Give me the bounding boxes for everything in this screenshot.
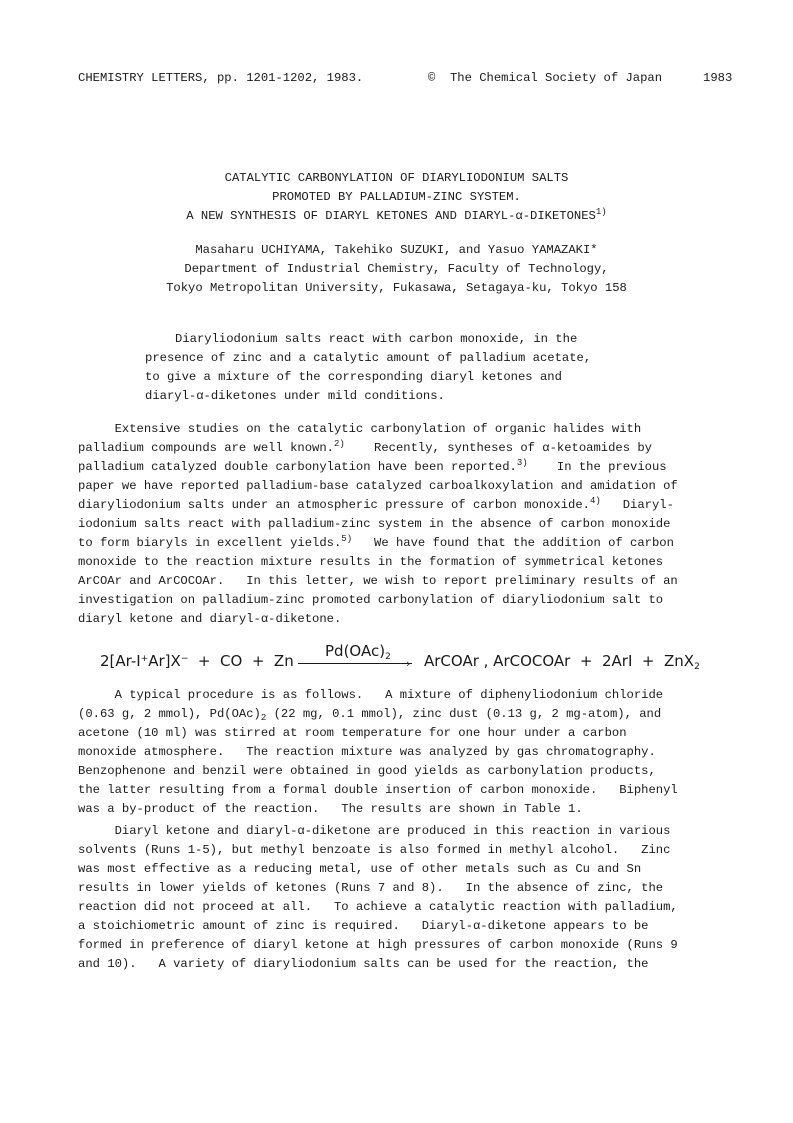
abstract-line: presence of zinc and a catalytic amount of palladium acetate, <box>145 351 592 365</box>
body-text: In the previous <box>527 460 667 474</box>
equation-term: Pd(OAc) <box>325 642 386 660</box>
equation-term: Ar]X <box>148 652 181 670</box>
body-line <box>78 496 674 515</box>
reference-mark: 2) <box>333 439 345 449</box>
body-line: iodonium salts react with palladium-zinc system in the absence of carbon monoxide <box>78 517 671 531</box>
body-line: Benzophenone and benzil were obtained in good yields as carbonylation products, <box>78 764 656 778</box>
body-line: monoxide atmosphere. The reaction mixture was analyzed by gas chromatography. <box>78 745 656 759</box>
body-line: results in lower yields of ketones (Runs 7 and 8). In the absence of zinc, the <box>78 881 664 895</box>
title-line-3-text: A NEW SYNTHESIS OF DIARYL KETONES AND DIARYL-α-DIKETONES <box>186 209 596 223</box>
body-line: was a by-product of the reaction. The results are shown in Table 1. <box>78 802 583 816</box>
body-text: We have found that the addition of carbon <box>352 536 674 550</box>
body-line: and 10). A variety of diaryliodonium salts can be used for the reaction, the <box>78 957 649 971</box>
body-line: reaction did not proceed at all. To achieve a catalytic reaction with palladium, <box>78 900 678 914</box>
body-line: a stoichiometric amount of zinc is required. Diaryl-α-diketone appears to be <box>78 919 649 933</box>
abstract-line: to give a mixture of the corresponding diaryl ketones and <box>145 370 562 384</box>
author-names: Masaharu UCHIYAMA, Takehiko SUZUKI, and Yasuo YAMAZAKI* <box>195 243 598 257</box>
equation-charge: + <box>140 654 149 664</box>
equation-term: ArCOAr , ArCOCOAr + 2ArI + ZnX <box>424 652 695 670</box>
arrow-head-icon: › <box>406 657 411 670</box>
body-text: (0.63 g, 2 mmol), Pd(OAc) <box>78 707 261 721</box>
reaction-arrow <box>298 663 412 664</box>
reference-mark: 3) <box>516 458 528 468</box>
body-text: (22 mg, 0.1 mmol), zinc dust (0.13 g, 2 mg-atom), and <box>266 707 662 721</box>
body-line <box>78 534 674 553</box>
body-line: ArCOAr and ArCOCOAr. In this letter, we wish to report preliminary results of an <box>78 574 678 588</box>
body-text: palladium compounds are well known. <box>78 441 334 455</box>
body-line: solvents (Runs 1-5), but methyl benzoate is also formed in methyl alcohol. Zinc <box>78 843 671 857</box>
copyright-notice: © The Chemical Society of Japan <box>428 71 663 85</box>
reference-mark: 5) <box>341 534 353 544</box>
title-line-1: CATALYTIC CARBONYLATION OF DIARYLIODONIUM SALTS <box>224 171 569 185</box>
title-line-3 <box>0 207 793 226</box>
body-line: the latter resulting from a formal double insertion of carbon monoxide. Biphenyl <box>78 783 678 797</box>
journal-citation: CHEMISTRY LETTERS, pp. 1201-1202, 1983. <box>78 71 364 85</box>
title-line-2: PROMOTED BY PALLADIUM-ZINC SYSTEM. <box>272 190 521 204</box>
page-year: 1983 <box>703 71 733 85</box>
body-line: investigation on palladium-zinc promoted carbonylation of diaryliodonium salt to <box>78 593 664 607</box>
affiliation-line-1: Department of Industrial Chemistry, Faculty of Technology, <box>184 262 609 276</box>
affiliation-line-2: Tokyo Metropolitan University, Fukasawa, Setagaya-ku, Tokyo 158 <box>166 281 627 295</box>
body-line: was most effective as a reducing metal, use of other metals such as Cu and Sn <box>78 862 642 876</box>
body-line: monoxide to the reaction mixture results in the formation of symmetrical ketones <box>78 555 664 569</box>
equation-charge: − <box>180 654 189 664</box>
title-footnote-ref: 1) <box>595 207 607 217</box>
abstract-line: Diaryliodonium salts react with carbon monoxide, in the <box>175 332 578 346</box>
equation-term: + CO + Zn <box>188 652 294 670</box>
body-line: Extensive studies on the catalytic carbonylation of organic halides with <box>78 422 642 436</box>
body-text: Diaryl- <box>600 498 674 512</box>
equation-subscript: 2 <box>385 652 391 662</box>
body-text: diaryliodonium salts under an atmospheric pressure of carbon monoxide. <box>78 498 590 512</box>
equation-products <box>424 652 700 670</box>
body-line: A typical procedure is as follows. A mixture of diphenyliodonium chloride <box>78 688 664 702</box>
body-line: diaryl ketone and diaryl-α-diketone. <box>78 612 342 626</box>
equation-subscript: 2 <box>694 662 700 672</box>
body-line <box>78 458 667 477</box>
body-text: palladium catalyzed double carbonylation have been reported. <box>78 460 517 474</box>
reference-mark: 4) <box>589 496 601 506</box>
body-line <box>78 439 652 458</box>
body-text: to form biaryls in excellent yields. <box>78 536 342 550</box>
body-line: formed in preference of diaryl ketone at high pressures of carbon monoxide (Runs 9 <box>78 938 678 952</box>
body-text: Recently, syntheses of α-ketoamides by <box>344 441 652 455</box>
body-line: acetone (10 ml) was stirred at room temperature for one hour under a carbon <box>78 726 627 740</box>
abstract-line: diaryl-α-diketones under mild conditions. <box>145 389 445 403</box>
body-line: paper we have reported palladium-base catalyzed carboalkoxylation and amidation of <box>78 479 678 493</box>
equation-term: 2[Ar-I <box>100 652 141 670</box>
equation-reactants <box>100 652 294 670</box>
reaction-equation <box>0 642 793 676</box>
equation-catalyst <box>325 642 391 660</box>
subscript: 2 <box>260 713 267 723</box>
body-line: Diaryl ketone and diaryl-α-diketone are produced in this reaction in various <box>78 824 671 838</box>
body-line <box>78 705 661 724</box>
